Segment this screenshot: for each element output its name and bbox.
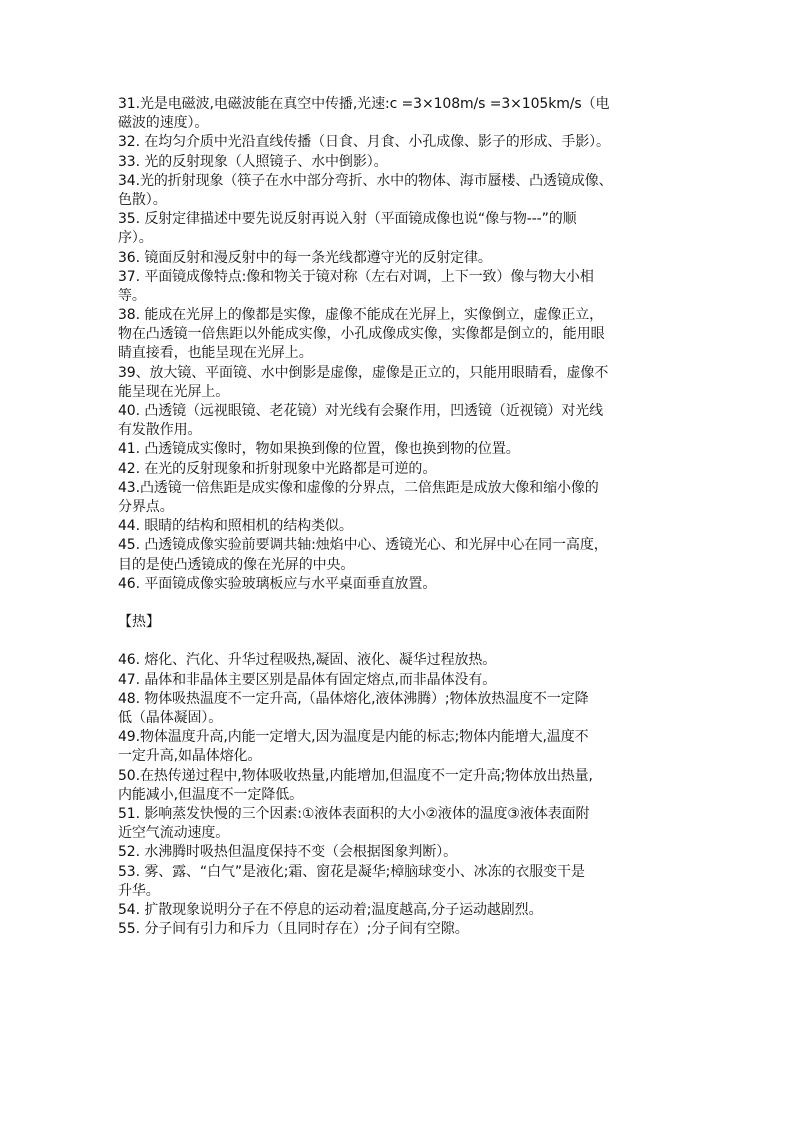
- text-line: 40. 凸透镜（远视眼镜、老花镜）对光线有会聚作用，凹透镜（近视镜）对光线: [118, 403, 604, 419]
- text-line: 37. 平面镜成像特点:像和物关于镜对称（左右对调，上下一致）像与物大小相: [118, 268, 594, 285]
- text-line: 53. 雾、露、“白气”是液化;霜、窗花是凝华;樟脑球变小、冰冻的衣服变干是: [118, 863, 585, 880]
- heat-heading: 【热】: [118, 614, 160, 631]
- text-line: 升华。: [118, 882, 160, 899]
- text-line: 43.凸透镜一倍焦距是成实像和虚像的分界点，二倍焦距是成放大像和缩小像的: [118, 479, 599, 496]
- text-line: 41. 凸透镜成实像时，物如果换到像的位置，像也换到物的位置。: [118, 441, 520, 458]
- text-line: 47. 晶体和非晶体主要区别是晶体有固定熔点,而非晶体没有。: [118, 671, 497, 688]
- section-gap: [118, 632, 683, 651]
- text-line: 46. 熔化、汽化、升华过程吸热,凝固、液化、凝华过程放热。: [118, 652, 497, 669]
- text-line: 能呈现在光屏上。: [118, 383, 230, 400]
- text-line: 36. 镜面反射和漫反射中的每一条光线都遵守光的反射定律。: [118, 249, 492, 266]
- text-line: 50.在热传递过程中,物体吸收热量,内能增加,但温度不一定升高;物体放出热量,: [118, 767, 593, 784]
- text-line: 物在凸透镜一倍焦距以外能成实像，小孔成像成实像，实像都是倒立的，能用眼: [118, 326, 605, 343]
- document-page: [118, 95, 683, 939]
- text-line: 54. 扩散现象说明分子在不停息的运动着;温度越高,分子运动越剧烈。: [118, 901, 543, 918]
- text-line: 有发散作用。: [118, 422, 202, 439]
- text-line: 42. 在光的反射现象和折射现象中光路都是可逆的。: [118, 460, 437, 477]
- text-line: 49.物体温度升高,内能一定增大,因为温度是内能的标志;物体内能增大,温度不: [118, 729, 589, 746]
- text-line: 近空气流动速度。: [118, 825, 230, 842]
- text-line: 磁波的速度）。: [118, 115, 209, 132]
- text-line: 32. 在均匀介质中光沿直线传播（日食、月食、小孔成像、影子的形成、手影）。: [118, 134, 610, 151]
- text-line: 48. 物体吸热温度不一定升高,（晶体熔化,液体沸腾）;物体放热温度不一定降: [118, 690, 589, 707]
- text-line: 序）。: [118, 230, 153, 247]
- text-line: 46. 平面镜成像实验玻璃板应与水平桌面垂直放置。: [118, 575, 437, 592]
- text-line: 等。: [118, 287, 146, 304]
- section-gap: [118, 594, 683, 613]
- text-line: 内能减小,但温度不一定降低。: [118, 786, 304, 803]
- text-line: 一定升高,如晶体熔化。: [118, 748, 262, 765]
- text-line: 低（晶体凝固）。: [118, 710, 223, 726]
- text-line: 38. 能成在光屏上的像都是实像，虚像不能成在光屏上，实像倒立，虚像正立，: [118, 307, 604, 324]
- text-line: 分界点。: [118, 498, 174, 515]
- text-line: 睛直接看，也能呈现在光屏上。: [118, 345, 313, 362]
- text-line: 31.光是电磁波,电磁波能在真空中传播,光速:c =3×108m/s =3×105km/s（电: [118, 96, 610, 112]
- text-line: 33. 光的反射现象（人照镜子、水中倒影）。: [118, 153, 388, 170]
- optics-section: [118, 95, 683, 594]
- text-line: 55. 分子间有引力和斥力（且同时存在）;分子间有空隙。: [118, 921, 469, 938]
- text-line: 45. 凸透镜成像实验前要调共轴:烛焰中心、透镜光心、和光屏中心在同一高度，: [118, 537, 608, 554]
- text-line: 色散）。: [118, 191, 167, 208]
- text-line: 目的是使凸透镜成的像在光屏的中央。: [118, 556, 355, 573]
- heat-section: [118, 651, 683, 939]
- text-line: 44. 眼睛的结构和照相机的结构类似。: [118, 518, 353, 535]
- text-line: 34.光的折射现象（筷子在水中部分弯折、水中的物体、海市蜃楼、凸透镜成像、: [118, 172, 613, 189]
- text-line: 51. 影响蒸发快慢的三个因素:①液体表面积的大小②液体的温度③液体表面附: [118, 805, 590, 822]
- text-line: 39、放大镜、平面镜、水中倒影是虚像，虚像是正立的，只能用眼睛看，虚像不: [118, 364, 609, 381]
- text-line: 35. 反射定律描述中要先说反射再说入射（平面镜成像也说“像与物---”的顺: [118, 211, 577, 228]
- text-line: 52. 水沸腾时吸热但温度保持不变（会根据图象判断）。: [118, 844, 458, 861]
